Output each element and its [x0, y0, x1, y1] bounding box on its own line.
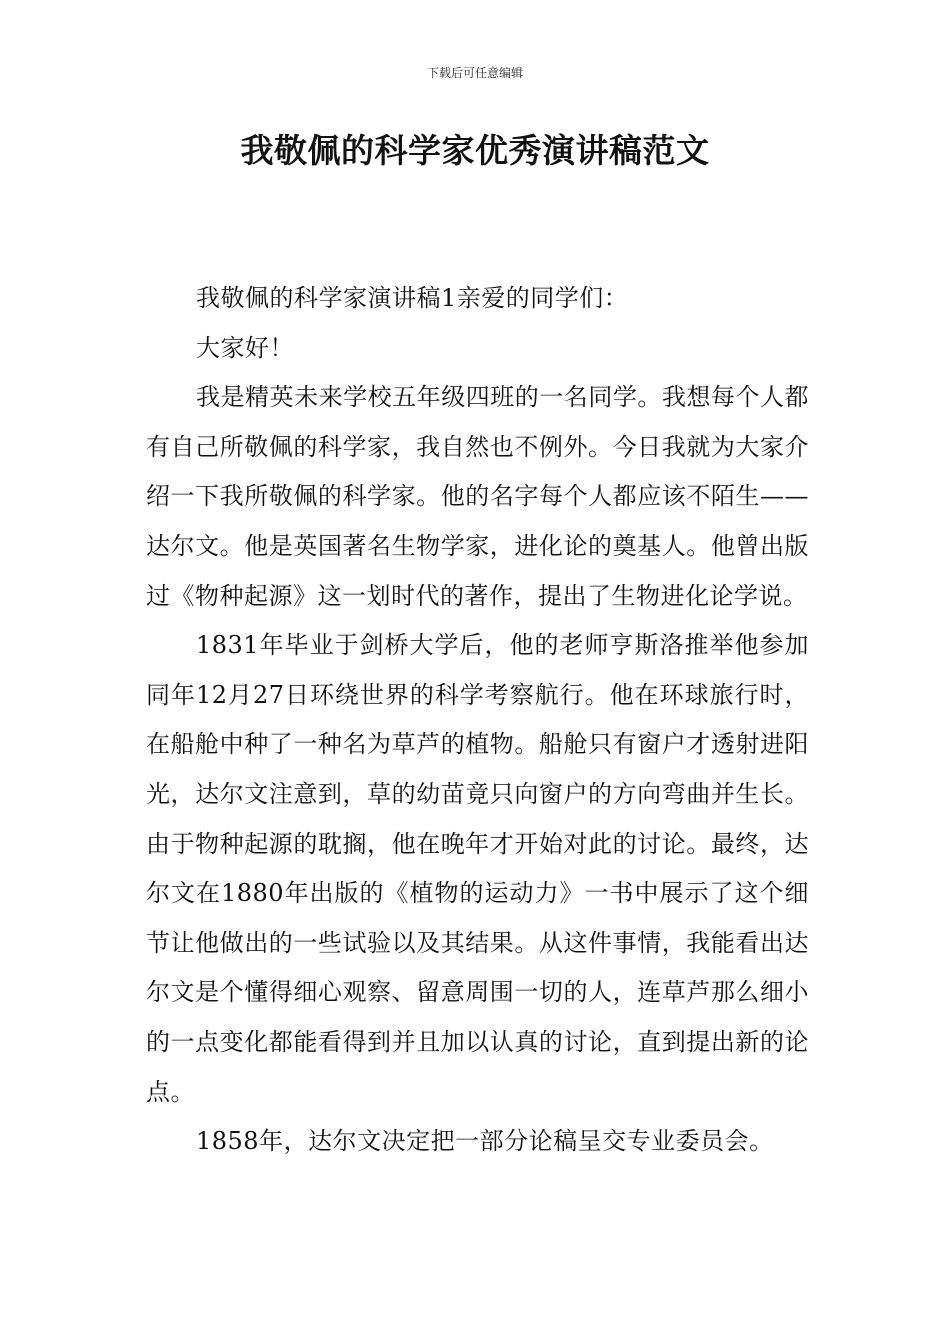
document-title: 我敬佩的科学家优秀演讲稿范文	[240, 131, 710, 170]
paragraph-hello: 大家好！	[196, 333, 294, 362]
paragraph-introduction: 我是精英未来学校五年级四班的一名同学。我想每个人都有自己所敬佩的科学家，我自然也不例外。今日我就为大家介绍一下我所敬佩的科学家。他的名字每个人都应该不陌生——达尔文。他是英国著名生物学家，进化论的奠基人。他曾出版过《物种起源》这一划时代的著作，提出了生物进化论学说。	[146, 383, 809, 610]
page-header-note: 下载后可任意编辑	[426, 66, 523, 80]
paragraph-voyage-story: 1831年毕业于剑桥大学后，他的老师亨斯洛推举他参加同年12月27日环绕世界的科学考察航行。他在环球旅行时，在船舱中种了一种名为草芦的植物。船舱只有窗户才透射进阳光，达尔文注意到，草的幼苗竟只向窗户的方向弯曲并生长。由于物种起源的耽搁，他在晚年才开始对此的讨论。最终，达尔文在1880年出版的《植物的运动力》一书中展示了这个细节让他做出的一些试验以及其结果。从这件事情，我能看出达尔文是个懂得细心观察、留意周围一切的人，连草芦那么细小的一点变化都能看得到并且加以认真的讨论，直到提出新的论点。	[146, 631, 809, 1106]
paragraph-greeting-line: 我敬佩的科学家演讲稿1亲爱的同学们：	[196, 284, 629, 312]
document-body	[146, 274, 809, 1167]
paragraph-1858: 1858年，达尔文决定把一部分论稿呈交专业委员会。	[196, 1127, 774, 1156]
